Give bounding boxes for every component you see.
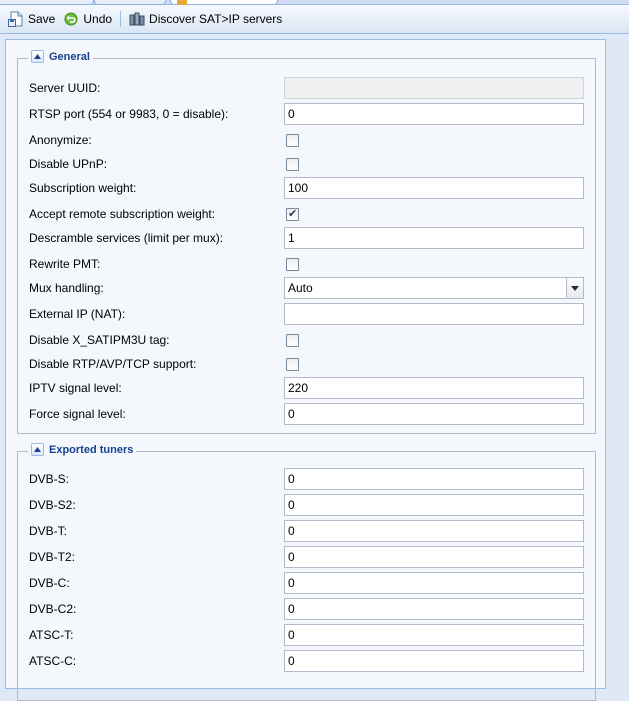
anonymize-checkbox[interactable] <box>286 134 299 147</box>
mux-handling-row <box>29 277 585 299</box>
rewrite-pmt-label: Rewrite PMT: <box>29 257 101 271</box>
general-fieldset <box>17 50 596 434</box>
anonymize-row <box>29 129 585 151</box>
chevron-up-icon[interactable] <box>31 443 44 456</box>
atsc-c-label: ATSC-C: <box>29 654 77 668</box>
force-signal-level-row <box>29 403 585 425</box>
accept-remote-weight-checkbox[interactable] <box>286 208 299 221</box>
exported-tuners-fieldset <box>17 443 596 701</box>
dvb-s2-field[interactable]: 0 <box>284 494 584 516</box>
subscription-weight-row <box>29 177 585 199</box>
dvb-c2-row <box>29 598 585 620</box>
iptv-signal-level-row <box>29 377 585 399</box>
dvb-c2-field[interactable]: 0 <box>284 598 584 620</box>
disable-rtp-avp-tcp-row <box>29 353 585 375</box>
undo-button[interactable] <box>59 8 116 30</box>
general-title: General <box>49 50 90 63</box>
accept-remote-weight-row <box>29 203 585 225</box>
descramble-services-label: Descramble services (limit per mux): <box>29 231 224 245</box>
undo-button-label: Undo <box>83 12 113 26</box>
descramble-services-row <box>29 227 585 249</box>
dvb-c2-label: DVB-C2: <box>29 602 77 616</box>
scrollbar-track[interactable] <box>606 34 629 682</box>
atsc-c-field[interactable]: 0 <box>284 650 584 672</box>
external-ip-label: External IP (NAT): <box>29 307 126 321</box>
disable-upnp-checkbox[interactable] <box>286 158 299 171</box>
rtsp-port-label: RTSP port (554 or 9983, 0 = disable): <box>29 107 229 121</box>
disable-upnp-label: Disable UPnP: <box>29 157 108 171</box>
server-uuid-row <box>29 77 585 99</box>
dvb-t-field[interactable]: 0 <box>284 520 584 542</box>
toolbar <box>0 5 629 34</box>
subscription-weight-field[interactable]: 100 <box>284 177 584 199</box>
atsc-t-row <box>29 624 585 646</box>
external-ip-row <box>29 303 585 325</box>
dvb-s2-row <box>29 494 585 516</box>
dvb-t2-row <box>29 546 585 568</box>
chevron-down-icon[interactable] <box>566 278 583 298</box>
checkmark-icon: ✔ <box>288 208 298 220</box>
iptv-signal-level-label: IPTV signal level: <box>29 381 122 395</box>
dvb-t-label: DVB-T: <box>29 524 68 538</box>
toolbar-separator <box>120 11 121 27</box>
mux-handling-label: Mux handling: <box>29 281 104 295</box>
mux-handling-value: Auto <box>288 281 313 295</box>
rewrite-pmt-row <box>29 253 585 275</box>
disable-rtp-avp-tcp-checkbox[interactable] <box>286 358 299 371</box>
discover-button-label: Discover SAT>IP servers <box>149 12 283 26</box>
descramble-services-field[interactable]: 1 <box>284 227 584 249</box>
general-legend <box>28 50 93 63</box>
accept-remote-weight-label: Accept remote subscription weight: <box>29 207 216 221</box>
dvb-s-row <box>29 468 585 490</box>
save-button[interactable] <box>4 8 59 30</box>
dvb-s-field[interactable]: 0 <box>284 468 584 490</box>
server-uuid-label: Server UUID: <box>29 81 101 95</box>
iptv-signal-level-field[interactable]: 220 <box>284 377 584 399</box>
mux-handling-select[interactable] <box>284 277 584 299</box>
exported-tuners-legend <box>28 443 136 456</box>
config-panel <box>5 39 606 689</box>
disable-x-satipm3u-checkbox[interactable] <box>286 334 299 347</box>
atsc-t-field[interactable]: 0 <box>284 624 584 646</box>
exported-tuners-title: Exported tuners <box>49 443 134 456</box>
chevron-up-icon[interactable] <box>31 50 44 63</box>
save-button-label: Save <box>28 12 56 26</box>
rtsp-port-row <box>29 103 585 125</box>
external-ip-field[interactable] <box>284 303 584 325</box>
save-icon <box>8 11 24 27</box>
server-uuid-field <box>284 77 584 99</box>
dvb-t-row <box>29 520 585 542</box>
dvb-c-field[interactable]: 0 <box>284 572 584 594</box>
discover-icon <box>129 11 145 27</box>
atsc-c-row <box>29 650 585 672</box>
dvb-s-label: DVB-S: <box>29 472 70 486</box>
disable-x-satipm3u-row <box>29 329 585 351</box>
discover-satip-button[interactable] <box>125 8 286 30</box>
undo-icon <box>63 11 79 27</box>
subscription-weight-label: Subscription weight: <box>29 181 137 195</box>
dvb-c-label: DVB-C: <box>29 576 70 590</box>
disable-x-satipm3u-label: Disable X_SATIPM3U tag: <box>29 333 170 347</box>
dvb-c-row <box>29 572 585 594</box>
rtsp-port-field[interactable]: 0 <box>284 103 584 125</box>
disable-rtp-avp-tcp-label: Disable RTP/AVP/TCP support: <box>29 357 197 371</box>
dvb-t2-label: DVB-T2: <box>29 550 76 564</box>
disable-upnp-row <box>29 153 585 175</box>
force-signal-level-label: Force signal level: <box>29 407 126 421</box>
anonymize-label: Anonymize: <box>29 133 92 147</box>
atsc-t-label: ATSC-T: <box>29 628 74 642</box>
rewrite-pmt-checkbox[interactable] <box>286 258 299 271</box>
dvb-t2-field[interactable]: 0 <box>284 546 584 568</box>
dvb-s2-label: DVB-S2: <box>29 498 76 512</box>
force-signal-level-field[interactable]: 0 <box>284 403 584 425</box>
